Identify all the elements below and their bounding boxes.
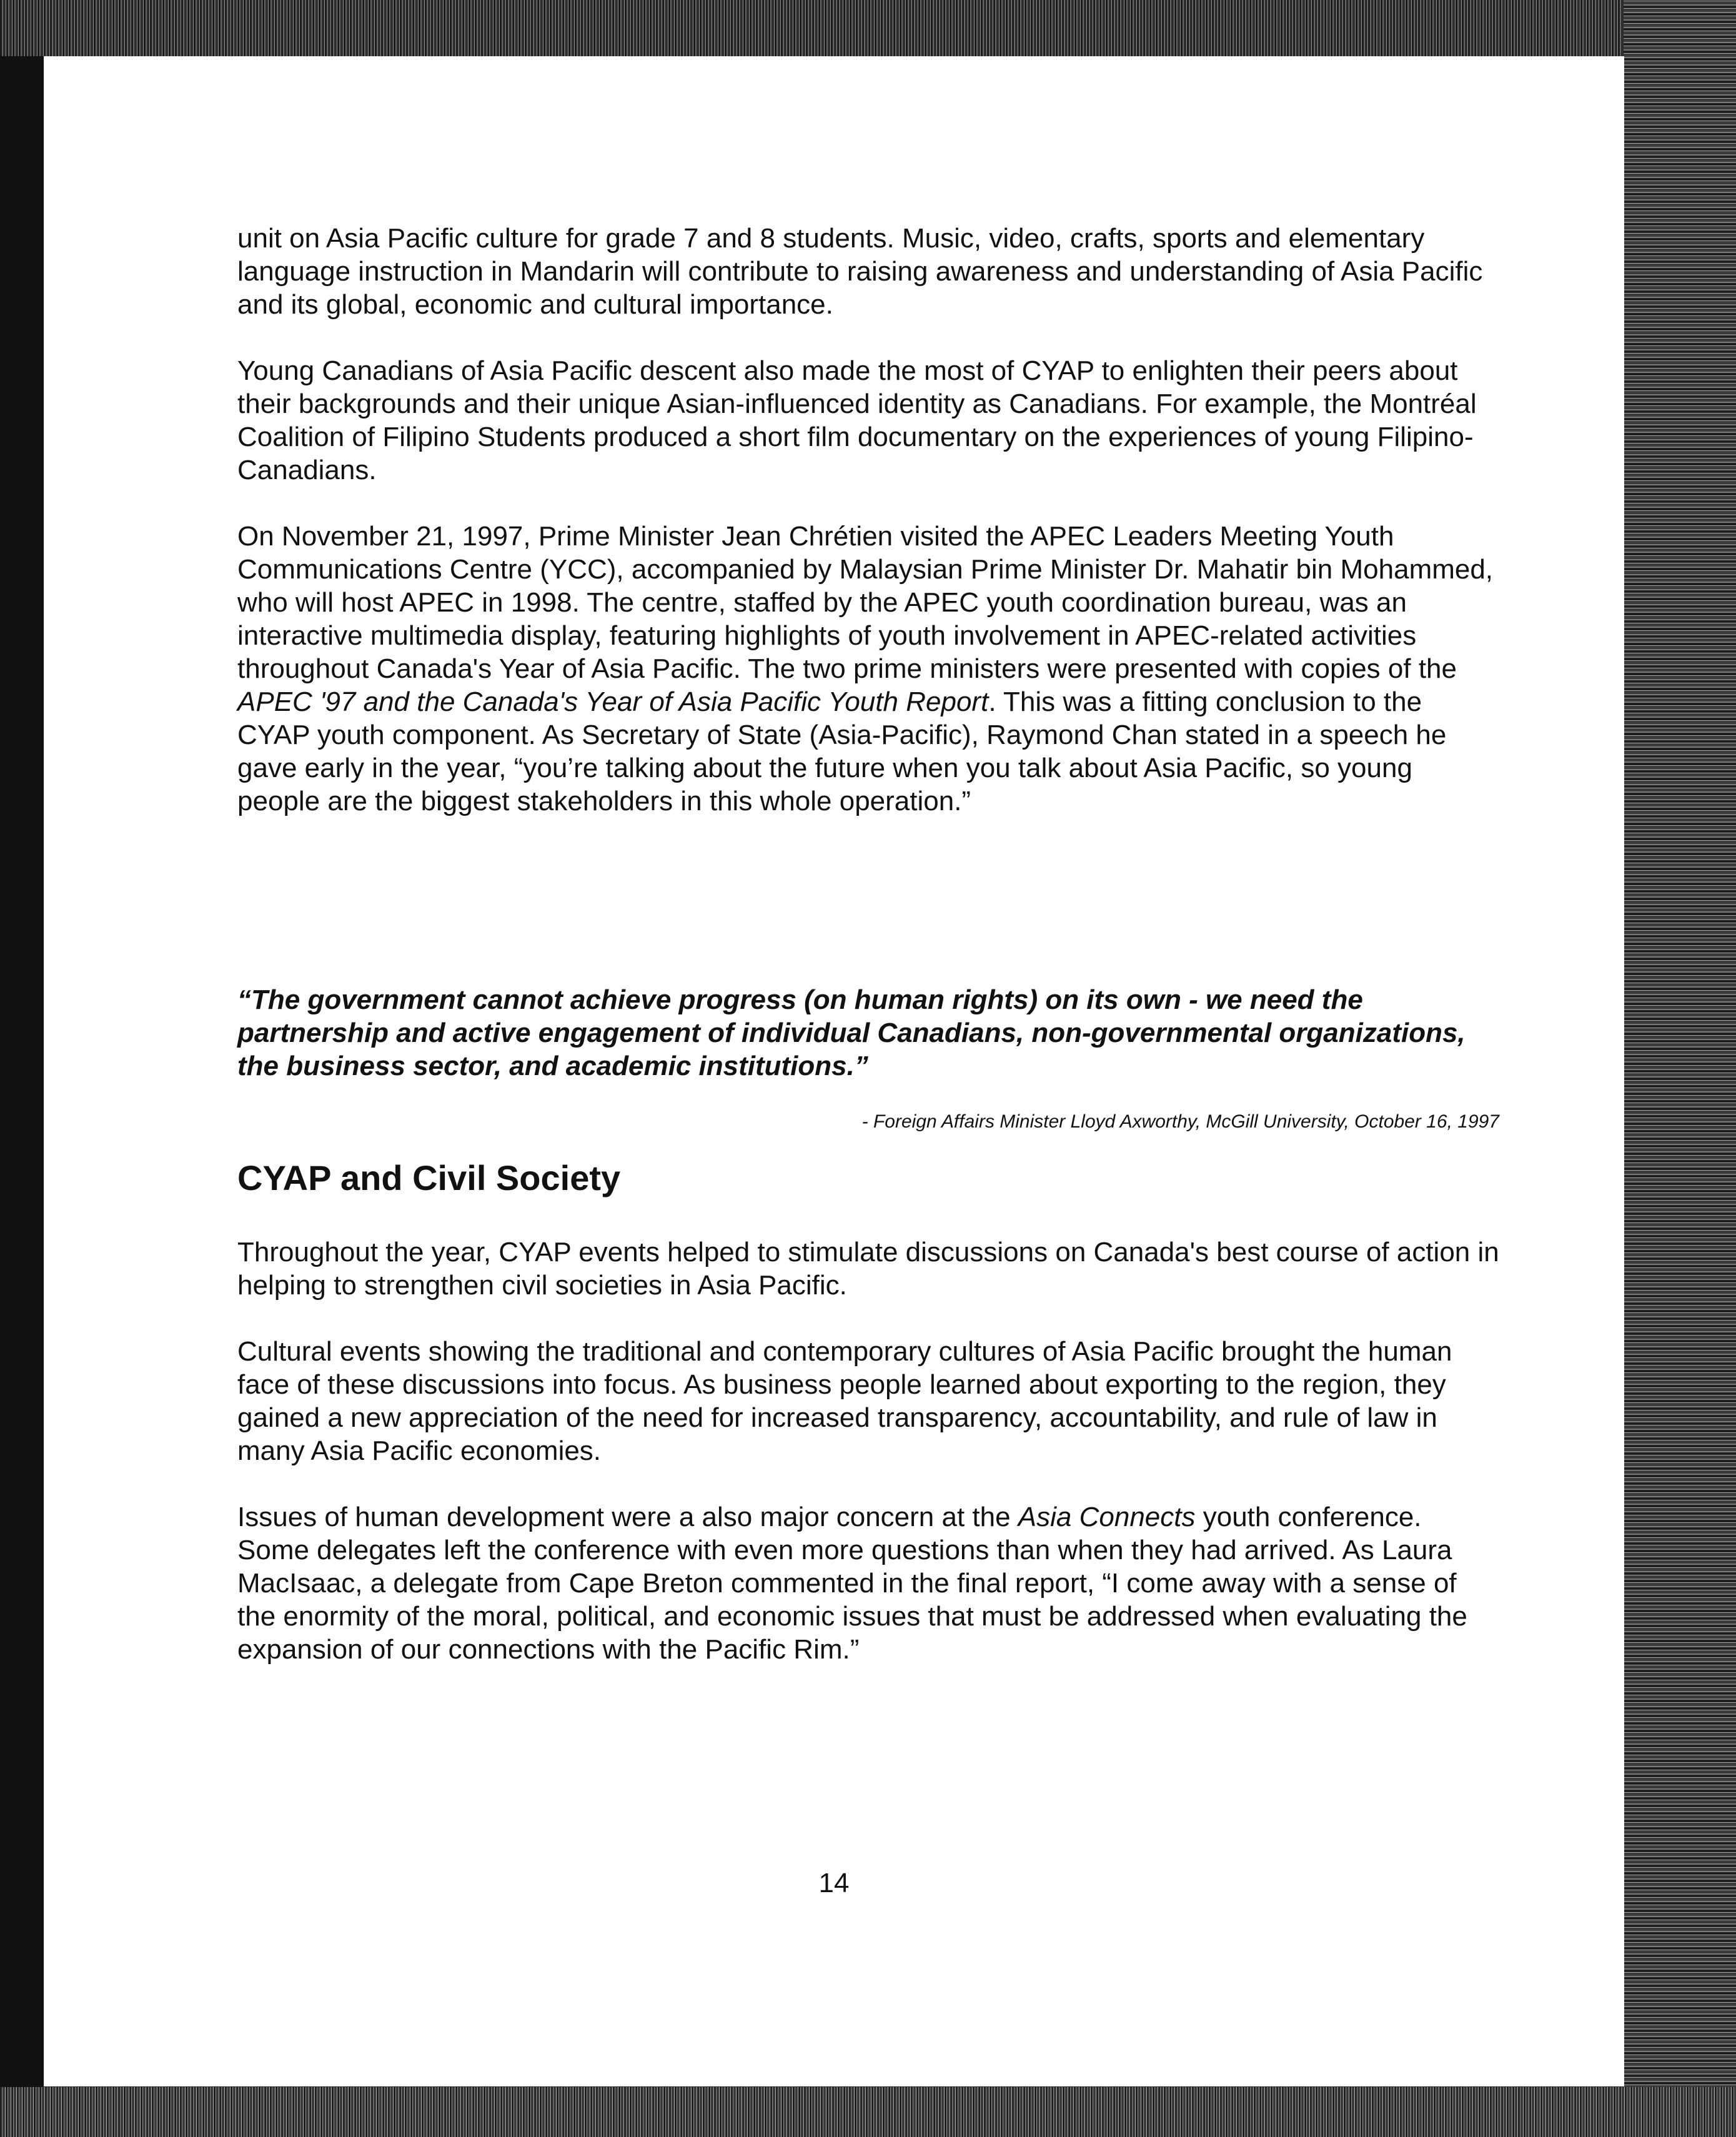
body-paragraph [237,354,1499,487]
italic-text-run: APEC '97 and the Canada's Year of Asia Pacific Youth Report [237,687,989,717]
quote-attribution: - Foreign Affairs Minister Lloyd Axworthy, McGill University, October 16, 1997 [861,1111,1499,1132]
body-paragraph [237,520,1499,818]
document-page [44,56,1624,2086]
body-paragraph [237,222,1499,321]
page-number: 14 [818,1868,850,1898]
page-content [237,222,1499,1699]
text-run: unit on Asia Pacific culture for grade 7 and 8 students. Music, video, crafts, sports and elementary language instruction in Mandarin will contribute to raising awareness and understanding of Asia Pacific and its global, economic and cultural importance. [237,223,1483,320]
text-run: Issues of human development were a also major concern at the [237,1502,1018,1532]
body-paragraph [237,1236,1499,1302]
text-run: Young Canadians of Asia Pacific descent also made the most of CYAP to enlighten their peers about their backgrounds and their unique Asian-influenced identity as Canadians. For example, the Montréal Coalition of Filipino Students produced a short film documentary on the experiences of young Filipino-Canadians. [237,355,1477,485]
text-run: Throughout the year, CYAP events helped to stimulate discussions on Canada's best course of action in helping to strengthen civil societies in Asia Pacific. [237,1237,1499,1301]
paragraphs-bottom [237,1236,1499,1666]
scan-edge-top [0,0,1736,56]
italic-text-run: Asia Connects [1018,1502,1196,1532]
scan-edge-left [0,0,44,2137]
paragraphs-top [237,222,1499,818]
pull-quote [237,983,1499,1133]
text-run: . This was a fitting conclusion to the CYAP youth component. As Secretary of State (Asia-Pacific), Raymond Chan stated in a speech he gave early in the year, “you’re talking about the future when you talk about Asia Pacific, so young people are the biggest stakeholders in this whole operation.” [237,687,1447,816]
scan-edge-bottom [0,2087,1736,2137]
scan-edge-right [1624,0,1736,2137]
text-run: youth conference. Some delegates left the conference with even more questions than when they had arrived. As Laura MacIsaac, a delegate from Cape Breton commented in the final report, “I come away with a sense of the enormity of the moral, political, and economic issues that must be addressed when evaluating the expansion of our connections with the Pacific Rim.” [237,1502,1467,1665]
body-paragraph [237,1335,1499,1467]
quote-text: “The government cannot achieve progress (on human rights) on its own - we need the partnership and active engagement of individual Canadians, non-governmental organizations, the business sector, and academic institutions.” [237,984,1466,1081]
section-heading: CYAP and Civil Society [237,1158,621,1197]
text-run: Cultural events showing the traditional and contemporary cultures of Asia Pacific brought the human face of these discussions into focus. As business people learned about exporting to the region, they gained a new appreciation of the need for increased transparency, accountability, and rule of law in many Asia Pacific economies. [237,1336,1452,1466]
body-paragraph [237,1500,1499,1666]
text-run: On November 21, 1997, Prime Minister Jean Chrétien visited the APEC Leaders Meeting Youth Communications Centre (YCC), accompanied by Malaysian Prime Minister Dr. Mahatir bin Mohammed, who will host APEC in 1998. The centre, staffed by the APEC youth coordination bureau, was an interactive multimedia display, featuring highlights of youth involvement in APEC-related activities throughout Canada's Year of Asia Pacific. The two prime ministers were presented with copies of the [237,521,1494,684]
